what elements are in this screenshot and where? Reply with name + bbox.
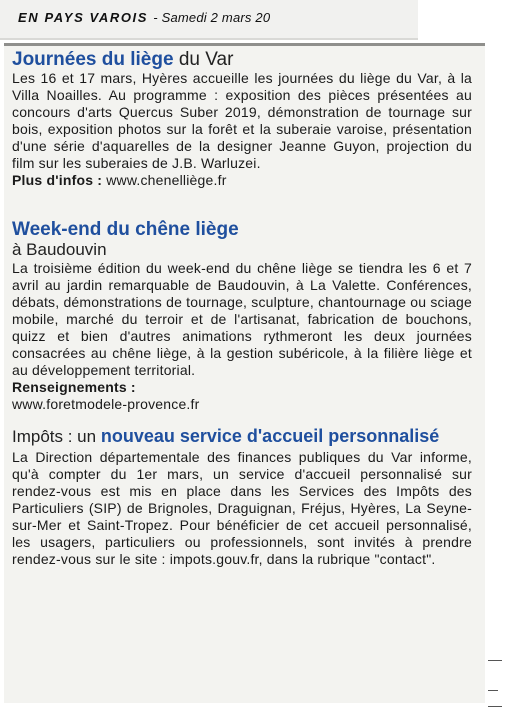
article-title-plain: du Var bbox=[173, 49, 234, 70]
article-body: La Direction départementale des finances publiques du Var informe, qu'à compter du 1er mars, un service d'accueil personnalisé sur rendez-vous est mis en place dans les Services des Impôts des Particuliers (SIP) de Brignoles, Draguignan, Fréjus, Hyères, La Seyne-sur-Mer et Saint-Tropez. Pour bénéficier de cet accueil personnalisé, les usagers, particuliers ou professionnels, sont invités à prendre rendez-vous sur le site : impots.gouv.fr, dans la rubrique "contact". bbox=[12, 449, 472, 567]
section-name: EN PAYS VAROIS bbox=[18, 10, 149, 25]
article-title-bold: Journées du liège bbox=[12, 49, 174, 70]
article-text: La troisième édition du week-end du chêne liège se tiendra les 6 et 7 avril au jardin remarquable de Baudouvin, à La Valette. Conférences, débats, démonstrations de tournage, sculpture, chantournage ou sciage mobile, marché du terroir et de l'artisanat, fabrication de bouchons, quizz et bien d'autres animations rythmeront les deux journées consacrées au chêne liège, à la gestion subéricole, à la filière liège et au développement territorial. bbox=[12, 260, 472, 378]
clipping-content bbox=[12, 50, 472, 568]
article-body bbox=[12, 70, 472, 189]
article-title bbox=[12, 50, 472, 70]
page-header bbox=[18, 10, 270, 25]
article-title bbox=[12, 427, 472, 446]
article-title-plain: Impôts : un bbox=[12, 427, 101, 446]
article-title-bold: nouveau service d'accueil personnalisé bbox=[100, 426, 440, 446]
scan-edge-marks bbox=[488, 660, 502, 708]
article-week-end-chene-liege bbox=[12, 220, 472, 413]
scan-mark bbox=[488, 690, 498, 691]
scan-mark bbox=[488, 660, 502, 661]
header-bar bbox=[0, 0, 418, 40]
article-journees-liege bbox=[12, 50, 472, 210]
scan-mark bbox=[488, 706, 502, 707]
issue-date: - Samedi 2 mars 20 bbox=[153, 10, 271, 25]
article-text: Les 16 et 17 mars, Hyères accueille les journées du liège du Var, à la Villa Noailles. Au programme : exposition des pièces présentées au concours d'arts Quercus Suber 2019, démonstration de tournage sur bois, exposition photos sur la forêt et la suberaie varoise, présentation d'une série d'aquarelles de la designer Jeanne Guyon, projection du film sur les suberaies de J.B. Warluzei. bbox=[12, 70, 472, 171]
article-subtitle: à Baudouvin bbox=[12, 240, 107, 259]
article-title: Week-end du chêne liège bbox=[12, 219, 239, 240]
info-link: www.chenelliège.fr bbox=[102, 172, 227, 188]
article-impots bbox=[12, 427, 472, 568]
article-body bbox=[12, 260, 472, 413]
clipping-top-rule bbox=[4, 43, 485, 46]
info-link: www.foretmodele-provence.fr bbox=[12, 396, 200, 412]
info-label: Renseignements : bbox=[12, 379, 136, 395]
info-label: Plus d'infos : bbox=[12, 172, 103, 188]
